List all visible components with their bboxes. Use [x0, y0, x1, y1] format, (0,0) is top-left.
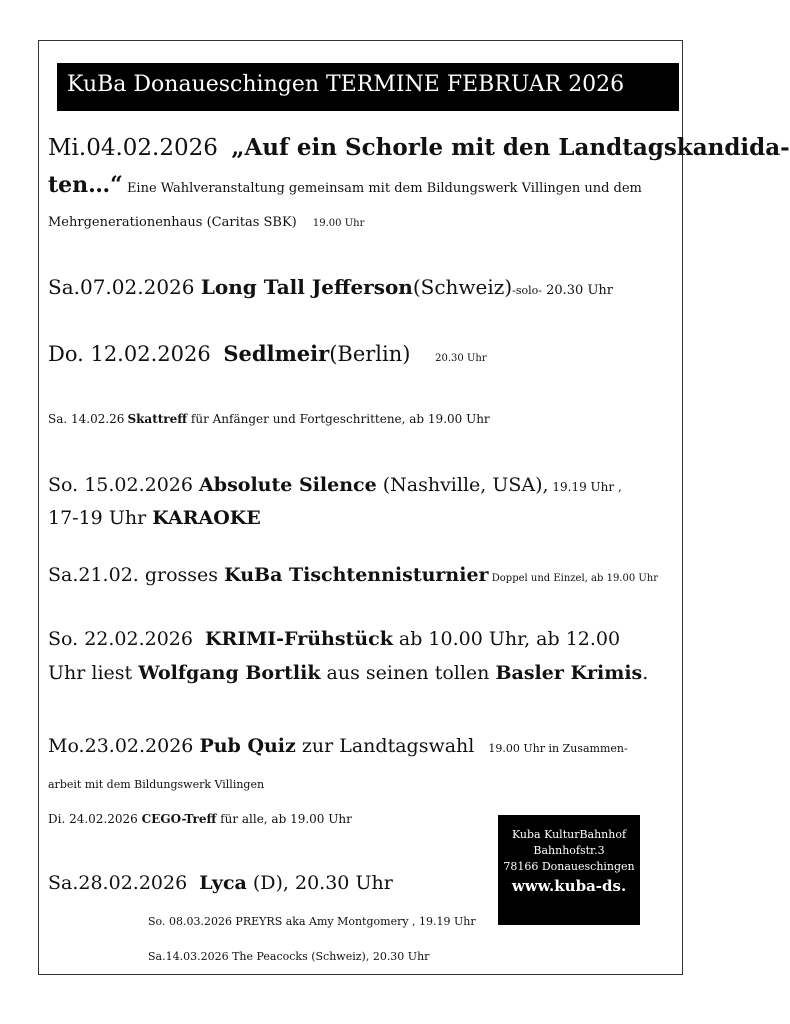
event-7-line-1 [48, 628, 620, 650]
event-5-origin: (Nashville, USA), [376, 474, 549, 496]
event-3 [48, 341, 487, 366]
event-8-title: Pub Quiz [199, 735, 296, 757]
event-7-line-2 [48, 662, 648, 684]
event-7-author: Wolfgang Bortlik [138, 662, 321, 684]
event-5-time: 19.19 Uhr , [548, 480, 622, 494]
event-3-time: 20.30 Uhr [435, 353, 487, 364]
event-9-date: Di. 24.02.2026 [48, 812, 138, 826]
event-3-date: Do. 12.02.2026 [48, 342, 211, 366]
event-4 [48, 412, 490, 426]
event-9-desc: für alle, ab 19.00 Uhr [216, 812, 352, 826]
event-2-note: -solo- [512, 284, 542, 297]
event-5-karaoke-time: 17-19 Uhr [48, 507, 147, 529]
event-7-desc-3: aus seinen tollen [320, 662, 490, 684]
event-8-note-cont: arbeit mit dem Bildungswerk Villingen [48, 778, 265, 791]
event-5-karaoke: KARAOKE [152, 507, 261, 529]
contact-name: Kuba KulturBahnhof [511, 828, 627, 841]
event-8-line-1 [48, 735, 628, 757]
event-5-artist: Absolute Silence [199, 474, 377, 496]
event-1-desc-cont: Mehrgenerationenhaus (Caritas SBK) [48, 215, 297, 230]
event-9 [48, 812, 352, 826]
event-3-origin: (Berlin) [329, 342, 411, 366]
event-1-title-cont: ten…“ [48, 172, 123, 198]
event-7-desc-2: Uhr liest [48, 662, 133, 684]
contact-street: Bahnhofstr.3 [533, 844, 605, 857]
event-7-desc: ab 10.00 Uhr, ab 12.00 [392, 628, 621, 650]
event-7-date: So. 22.02.2026 [48, 628, 193, 650]
event-7-title: KRIMI-Frühstück [205, 628, 393, 650]
event-10-date: Sa.28.02.2026 [48, 872, 188, 894]
event-10-desc: (D), 20.30 Uhr [246, 872, 393, 894]
event-5-date: So. 15.02.2026 [48, 474, 193, 496]
event-2-artist: Long Tall Jefferson [200, 275, 413, 299]
event-1-line-1 [48, 134, 790, 161]
upcoming-1: So. 08.03.2026 PREYRS aka Amy Montgomery , 19.19 Uhr [148, 915, 476, 928]
event-1-time: 19.00 Uhr [312, 218, 365, 229]
contact-website[interactable]: www.kuba-ds. [511, 877, 627, 895]
event-1-title: „Auf ein Schorle mit den Landtagskandida- [231, 134, 790, 161]
event-8-desc: zur Landtagswahl [295, 735, 475, 757]
event-10 [48, 872, 393, 894]
event-1-line-3 [48, 215, 364, 230]
event-5-line-1 [48, 474, 622, 496]
contact-box [498, 815, 640, 925]
event-1-desc: Eine Wahlveranstaltung gemeinsam mit dem Bildungswerk Villingen und dem [122, 181, 642, 196]
event-8-line-2 [48, 778, 264, 791]
event-4-date: Sa. 14.02.26 [48, 412, 125, 426]
event-5-line-2 [48, 507, 261, 529]
page-title [57, 63, 679, 111]
event-10-artist: Lyca [199, 872, 247, 894]
event-3-artist: Sedlmeir [223, 341, 330, 366]
event-2 [48, 275, 613, 299]
event-6-date: Sa.21.02. grosses [48, 564, 219, 586]
page-title-text: KuBa Donaueschingen TERMINE FEBRUAR 2026 [67, 72, 625, 97]
event-4-desc: für Anfänger und Fortgeschrittene, ab 19.00 Uhr [187, 412, 490, 426]
contact-city: 78166 Donaueschingen [503, 860, 635, 873]
event-8-date: Mo.23.02.2026 [48, 735, 194, 757]
event-2-date: Sa.07.02.2026 [48, 275, 195, 299]
event-4-title: Skattreff [127, 412, 188, 426]
event-9-title: CEGO-Treff [141, 812, 217, 826]
event-2-origin: (Schweiz) [412, 275, 513, 299]
event-7-end: . [642, 662, 649, 684]
event-7-book: Basler Krimis [495, 662, 643, 684]
event-1-date: Mi.04.02.2026 [48, 135, 218, 161]
event-2-time: 20.30 Uhr [541, 283, 613, 298]
upcoming-2: Sa.14.03.2026 The Peacocks (Schweiz), 20.30 Uhr [148, 950, 430, 963]
event-6 [48, 564, 658, 586]
event-8-note: in Zusammen- [545, 742, 628, 755]
event-6-title: KuBa Tischtennisturnier [224, 564, 489, 586]
event-1-line-2 [48, 172, 642, 198]
event-8-time: 19.00 Uhr [488, 742, 546, 755]
event-6-desc: Doppel und Einzel, ab 19.00 Uhr [488, 573, 659, 584]
